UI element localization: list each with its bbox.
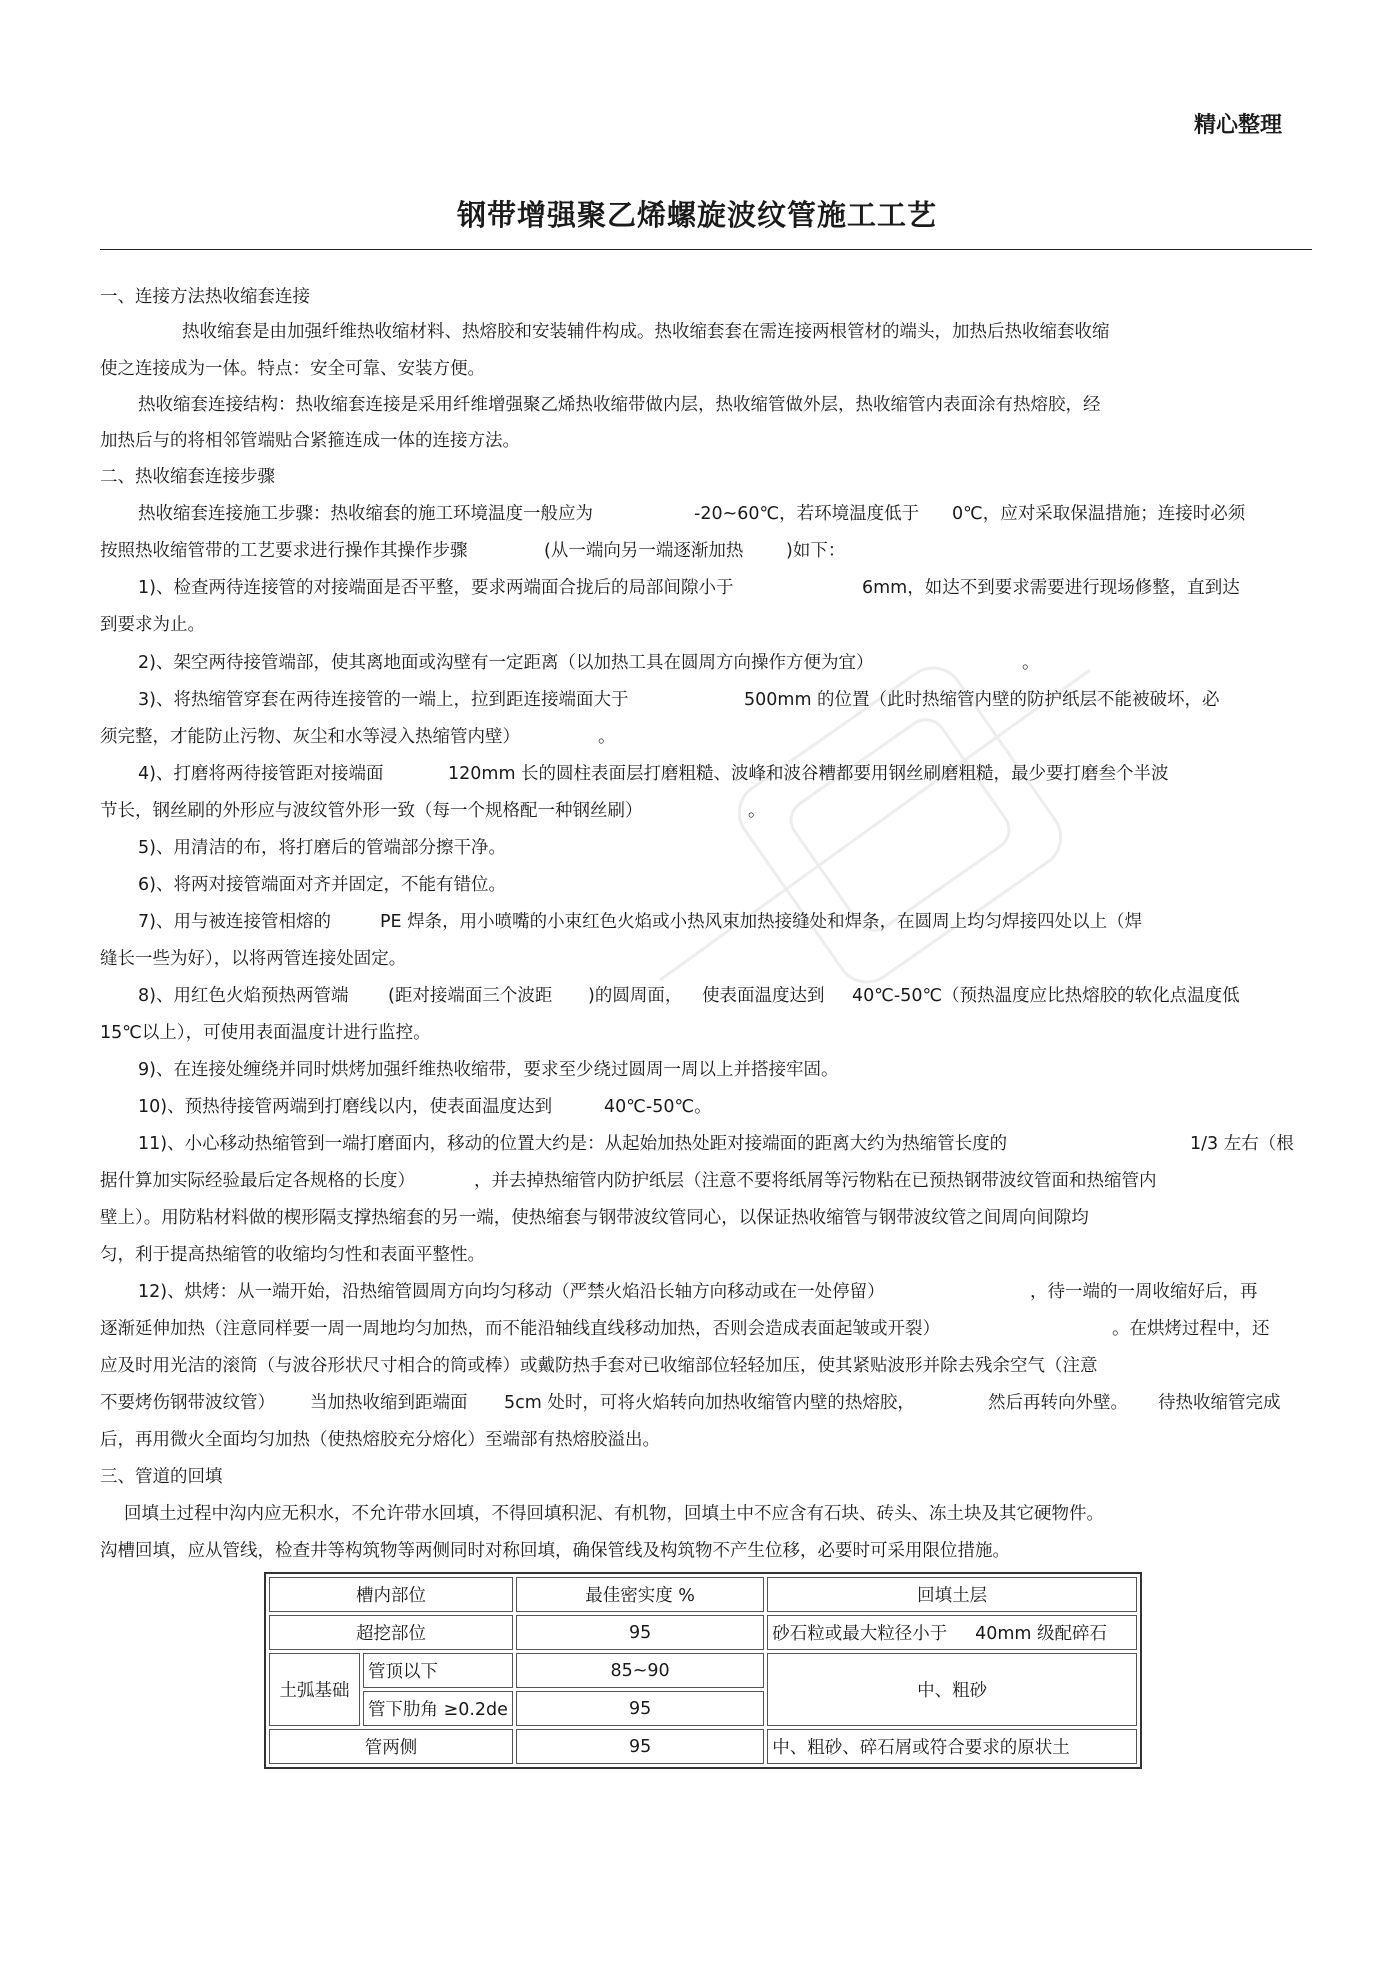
step-line: 3)、将热缩管穿套在两待连接管的一端上，拉到距连接端面大于: [138, 690, 629, 710]
step-line: 7)、用与被连接管相熔的: [138, 912, 331, 932]
step-line: 4)、打磨将两待接管距对接端面: [138, 764, 384, 784]
section-heading: 一、连接方法热收缩套连接: [100, 287, 310, 307]
step-line: 5)、用清洁的布，将打磨后的管端部分擦干净。: [138, 838, 506, 858]
corner-label: 精心整理: [1193, 113, 1282, 138]
step-line: 后，再用微火全面均匀加热（使热熔胶充分熔化）至端部有热熔胶溢出。: [100, 1430, 660, 1450]
step-line: (距对接端面三个波距: [388, 986, 553, 1006]
table-cell: 土弧基础: [269, 1653, 360, 1726]
table-header-cell: 槽内部位: [269, 1577, 513, 1612]
table-cell: 管两侧: [269, 1729, 513, 1764]
step-line: 40℃-50℃（预热温度应比热熔胶的软化点温度低: [852, 986, 1240, 1006]
step-line: 2)、架空两待接管端部，使其离地面或沟壁有一定距离（以加热工具在圆周方向操作方便为宜）: [138, 653, 874, 673]
table-cell: 管下肋角 ≥0.2de: [363, 1691, 513, 1726]
step-line: 5cm 处时，可将火焰转向加热收缩管内壁的热熔胶，: [504, 1393, 915, 1413]
step-line: 10)、预热待接管两端到打磨线以内，使表面温度达到: [138, 1097, 553, 1117]
paragraph-line: 热收缩套连接施工步骤：热收缩套的施工环境温度一般应为: [138, 504, 593, 524]
step-line: 须完整，才能防止污物、灰尘和水等浸入热缩管内壁）: [100, 727, 520, 747]
paragraph-line: 回填土过程中沟内应无积水，不允许带水回填，不得回填积泥、有机物，回填土中不应含有石块、砖头、冻土块及其它硬物件。: [124, 1504, 1104, 1524]
paragraph-line: (从一端向另一端逐渐加热: [544, 541, 744, 561]
step-line: 9)、在连接处缠绕并同时烘烤加强纤维热收缩带，要求至少绕过圆周一周以上并搭接牢固。: [138, 1060, 839, 1080]
step-line: )的圆周面，: [588, 986, 683, 1006]
step-line: 1)、检查两待连接管的对接端面是否平整，要求两端面合拢后的局部间隙小于: [138, 578, 734, 598]
step-line: 。在烘烤过程中，还: [1112, 1319, 1270, 1339]
step-line: 使表面温度达到: [702, 986, 825, 1006]
step-line: 500mm 的位置（此时热缩管内壁的防护纸层不能被破坏，必: [744, 690, 1220, 710]
step-line: 不要烤伤钢带波纹管）: [100, 1393, 275, 1413]
table-cell: 95: [516, 1615, 764, 1650]
step-line: 。: [598, 727, 616, 747]
step-line: 120mm 长的圆柱表面层打磨粗糙、波峰和波谷糟都要用钢丝刷磨粗糙，最少要打磨叁个半波: [448, 764, 1169, 784]
table-cell: 中、粗砂、碎石屑或符合要求的原状土: [767, 1729, 1137, 1764]
step-line: 。: [1022, 653, 1040, 673]
step-line: 应及时用光洁的滚筒（与波谷形状尺寸相合的筒或棒）或戴防热手套对已收缩部位轻轻加压，使其紧贴波形并除去残余空气（注意: [100, 1356, 1098, 1376]
step-line: 节长，钢丝刷的外形应与波纹管外形一致（每一个规格配一种钢丝刷）: [100, 801, 643, 821]
step-line: 据什算加实际经验最后定各规格的长度）: [100, 1171, 415, 1191]
step-line: ，待一端的一周收缩好后，再: [1030, 1282, 1258, 1302]
step-line: 匀，利于提高热缩管的收缩均匀性和表面平整性。: [100, 1245, 485, 1265]
table-cell: 95: [516, 1729, 764, 1764]
paragraph-line: 沟槽回填，应从管线，检查井等构筑物等两侧同时对称回填，确保管线及构筑物不产生位移，必要时可采用限位措施。: [100, 1541, 1010, 1561]
step-line: 待热收缩管完成: [1158, 1393, 1281, 1413]
step-line: 逐渐延伸加热（注意同样要一周一周地均匀加热，而不能沿轴线直线移动加热，否则会造成表面起皱或开裂）: [100, 1319, 940, 1339]
table-header-row: [269, 1577, 1137, 1612]
table-row: [269, 1615, 1137, 1650]
cell-text: 40mm 级配碎石: [975, 1624, 1108, 1644]
step-line: 1/3 左右（根: [1190, 1134, 1294, 1154]
paragraph-line: 加热后与的将相邻管端贴合紧箍连成一体的连接方法。: [100, 431, 520, 451]
section-heading: 三、管道的回填: [100, 1467, 223, 1487]
step-line: 8)、用红色火焰预热两管端: [138, 986, 349, 1006]
paragraph-line: 按照热收缩管带的工艺要求进行操作其操作步骤: [100, 541, 468, 561]
section-heading: 二、热收缩套连接步骤: [100, 467, 275, 487]
step-line: 当加热收缩到距端面: [310, 1393, 468, 1413]
step-line: 40℃-50℃。: [604, 1097, 712, 1117]
step-line: 然后再转向外壁。: [988, 1393, 1128, 1413]
table-cell: 超挖部位: [269, 1615, 513, 1650]
table-cell: [767, 1615, 1137, 1650]
step-line: 6)、将两对接管端面对齐并固定，不能有错位。: [138, 875, 506, 895]
cell-text: 砂石粒或最大粒径小于: [772, 1624, 948, 1644]
paragraph-line: )如下：: [786, 541, 846, 561]
paragraph-line: 热收缩套连接结构：热收缩套连接是采用纤维增强聚乙烯热收缩带做内层，热收缩管做外层，热收缩管内表面涂有热熔胶，经: [138, 395, 1101, 415]
backfill-table: [264, 1572, 1142, 1769]
table-cell: 管顶以下: [363, 1653, 513, 1688]
step-line: 6mm，如达不到要求需要进行现场修整，直到达: [862, 578, 1240, 598]
step-line: 12)、烘烤：从一端开始，沿热缩管圆周方向均匀移动（严禁火焰沿长轴方向移动或在一处停留）: [138, 1282, 885, 1302]
page-title: 钢带增强聚乙烯螺旋波纹管施工工艺: [456, 198, 937, 232]
step-line: ，并去掉热缩管内防护纸层（注意不要将纸屑等污物粘在已预热钢带波纹管面和热缩管内: [474, 1171, 1157, 1191]
table-cell: 中、粗砂: [767, 1653, 1137, 1726]
table-cell: 85~90: [516, 1653, 764, 1688]
table-cell: 95: [516, 1691, 764, 1726]
table-header-cell: 回填土层: [767, 1577, 1137, 1612]
step-line: 缝长一些为好），以将两管连接处固定。: [100, 949, 407, 969]
title-divider: [100, 249, 1312, 250]
paragraph-line: 使之连接成为一体。特点：安全可靠、安装方便。: [100, 359, 485, 379]
step-line: 11)、小心移动热缩管到一端打磨面内，移动的位置大约是：从起始加热处距对接端面的距离大约为热缩管长度的: [138, 1134, 1008, 1154]
step-line: 。: [748, 801, 766, 821]
step-line: 15℃以上），可使用表面温度计进行监控。: [100, 1023, 431, 1043]
paragraph-line: 0℃，应对采取保温措施；连接时必须: [952, 504, 1246, 524]
table-row: [269, 1729, 1137, 1764]
table-header-cell: 最佳密实度 %: [516, 1577, 764, 1612]
paragraph-line: 热收缩套是由加强纤维热收缩材料、热熔胶和安装辅件构成。热收缩套套在需连接两根管材的端头，加热后热收缩套收缩: [182, 322, 1110, 342]
table-row: [269, 1653, 1137, 1688]
paragraph-line: -20~60℃，若环境温度低于: [694, 504, 920, 524]
step-line: 到要求为止。: [100, 615, 205, 635]
step-line: PE 焊条，用小喷嘴的小束红色火焰或小热风束加热接缝处和焊条，在圆周上均匀焊接四处以上（焊: [380, 912, 1143, 932]
step-line: 壁上）。用防粘材料做的楔形隔支撑热缩套的另一端，使热缩套与钢带波纹管同心，以保证热收缩管与钢带波纹管之间周向间隙均: [100, 1208, 1089, 1228]
